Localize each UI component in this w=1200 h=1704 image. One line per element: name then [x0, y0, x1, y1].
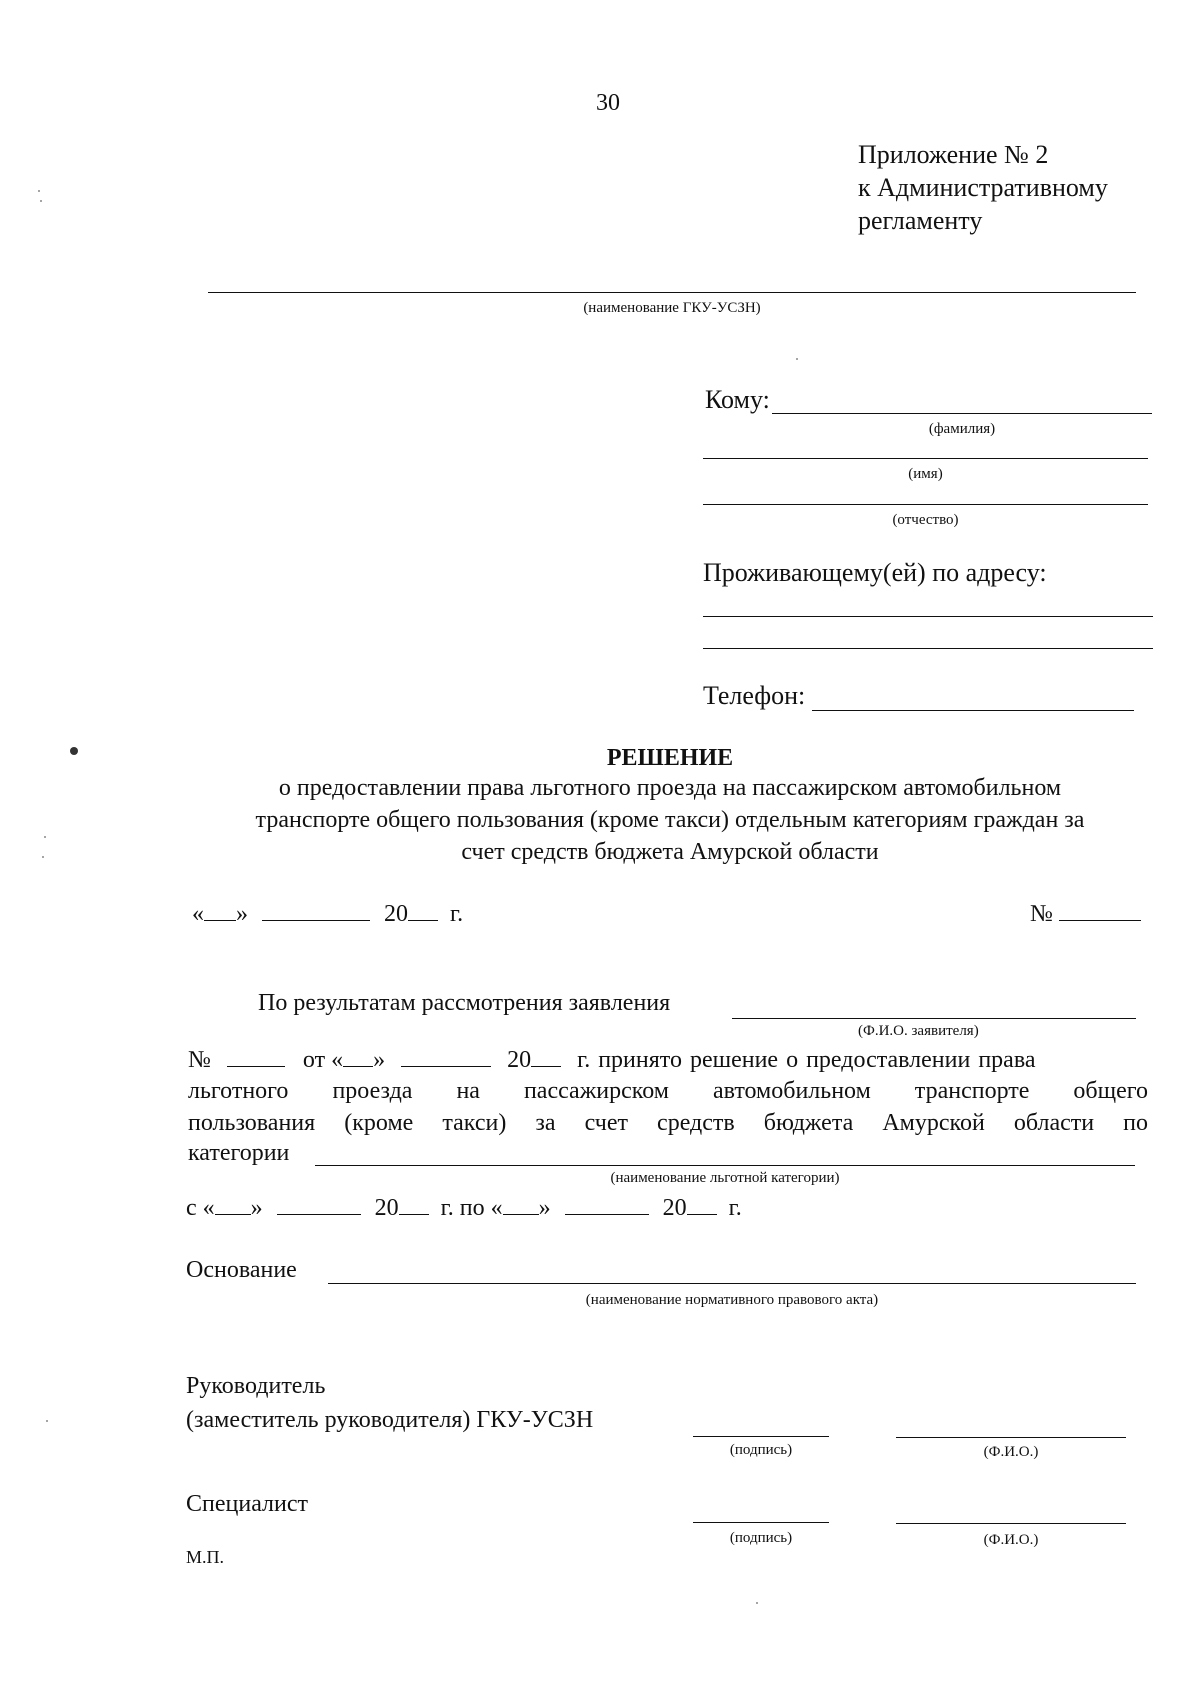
decision-subtitle-2: транспорте общего пользования (кроме такси) отдельным категориям граждан за	[255, 807, 1085, 833]
basis-line	[328, 1283, 1136, 1284]
surname-caption: (фамилия)	[928, 421, 996, 437]
day-blank	[204, 898, 236, 921]
basis-caption: (наименование нормативного правового акта)	[585, 1292, 879, 1308]
year-blank	[408, 898, 438, 921]
phone-label: Телефон:	[703, 681, 806, 710]
org-name-line	[208, 292, 1136, 293]
application-row	[188, 1044, 1148, 1075]
appendix-line3: регламенту	[858, 206, 983, 235]
application-close-quote: »	[373, 1047, 386, 1073]
decision-text: г. принято решение о предоставлении права	[577, 1047, 1036, 1073]
applicant-line	[732, 1018, 1136, 1019]
year-prefix: 20	[384, 901, 408, 927]
period-row	[186, 1192, 742, 1223]
period-end-close-quote: »	[538, 1195, 551, 1221]
intro-row	[258, 988, 670, 1018]
appendix-line1: Приложение № 2	[858, 140, 1049, 169]
scan-speck	[44, 836, 46, 838]
address-line-1	[703, 616, 1153, 617]
applicant-caption: (Ф.И.О. заявителя)	[858, 1023, 979, 1039]
specialist-fio-line	[896, 1523, 1126, 1524]
basis-label: Основание	[186, 1257, 297, 1283]
decision-title	[0, 743, 1200, 773]
head-fio-caption: (Ф.И.О.)	[983, 1444, 1039, 1460]
intro-text: По результатам рассмотрения заявления	[258, 990, 671, 1016]
category-caption: (наименование льготной категории)	[610, 1170, 840, 1186]
application-year-blank	[531, 1044, 561, 1067]
appendix-block	[858, 138, 1108, 237]
application-year-prefix: 20	[507, 1047, 532, 1073]
application-day-blank	[343, 1044, 373, 1067]
period-start-year-blank	[399, 1192, 429, 1215]
year-suffix: г.	[450, 901, 464, 927]
to-label: Кому:	[705, 385, 770, 414]
decision-title-text: РЕШЕНИЕ	[606, 745, 734, 771]
patronymic-caption: (отчество)	[892, 512, 959, 528]
number-sign: №	[1030, 901, 1053, 927]
period-end-month-blank	[565, 1192, 649, 1215]
decision-subtitle-1: о предоставлении права льготного проезда на пассажирском автомобильном	[278, 775, 1062, 801]
scan-speck	[42, 856, 44, 858]
address-line-2	[703, 648, 1153, 649]
scan-speck	[38, 190, 40, 192]
surname-line	[772, 413, 1152, 414]
specialist-label: Специалист	[186, 1491, 309, 1517]
application-month-blank	[401, 1044, 491, 1067]
period-start-day-blank	[215, 1192, 251, 1215]
patronymic-line	[703, 504, 1148, 505]
body-line-3: пользования (кроме такси) за счет средств бюджета Амурской области по	[188, 1110, 1148, 1136]
scan-speck	[46, 1420, 48, 1422]
application-from: от «	[302, 1047, 344, 1073]
org-name-caption: (наименование ГКУ-УСЗН)	[583, 300, 761, 316]
number-blank	[1059, 898, 1141, 921]
period-end-year-blank	[687, 1192, 717, 1215]
application-no-blank	[227, 1044, 285, 1067]
decision-date-row	[192, 898, 463, 929]
decision-number-row	[1030, 898, 1141, 929]
name-caption: (имя)	[908, 466, 943, 482]
address-label: Проживающему(ей) по адресу:	[703, 558, 1047, 587]
month-blank	[262, 898, 370, 921]
phone-line	[812, 710, 1134, 711]
period-end-year-prefix: 20	[662, 1195, 687, 1221]
head-line-1: Руководитель	[186, 1373, 326, 1399]
scan-speck	[70, 747, 78, 755]
scan-speck	[756, 1602, 758, 1604]
specialist-fio-caption: (Ф.И.О.)	[983, 1532, 1039, 1548]
date-open-quote: «	[192, 901, 204, 927]
page-number: 30	[596, 90, 620, 116]
category-label: категории	[188, 1140, 290, 1166]
specialist-signature-caption: (подпись)	[729, 1530, 793, 1546]
appendix-line2: к Административному	[858, 173, 1108, 202]
period-to: г. по «	[440, 1195, 503, 1221]
body-line-2: льготного проезда на пассажирском автомобильном транспорте общего	[188, 1078, 1148, 1104]
period-start-year-prefix: 20	[374, 1195, 399, 1221]
stamp-label: М.П.	[186, 1547, 225, 1567]
period-end-suffix: г.	[728, 1195, 742, 1221]
period-from: с «	[186, 1195, 215, 1221]
head-signature-line	[693, 1436, 829, 1437]
scan-speck	[40, 200, 42, 202]
specialist-signature-line	[693, 1522, 829, 1523]
name-line	[703, 458, 1148, 459]
period-start-close-quote: »	[250, 1195, 263, 1221]
head-fio-line	[896, 1437, 1126, 1438]
head-line-2: (заместитель руководителя) ГКУ-УСЗН	[186, 1407, 594, 1433]
category-line	[315, 1165, 1135, 1166]
decision-subtitle-3: счет средств бюджета Амурской области	[461, 839, 879, 865]
date-close-quote: »	[236, 901, 248, 927]
scan-speck	[796, 358, 798, 360]
period-start-month-blank	[277, 1192, 361, 1215]
application-no-sign: №	[188, 1047, 211, 1073]
period-end-day-blank	[503, 1192, 539, 1215]
head-signature-caption: (подпись)	[729, 1442, 793, 1458]
